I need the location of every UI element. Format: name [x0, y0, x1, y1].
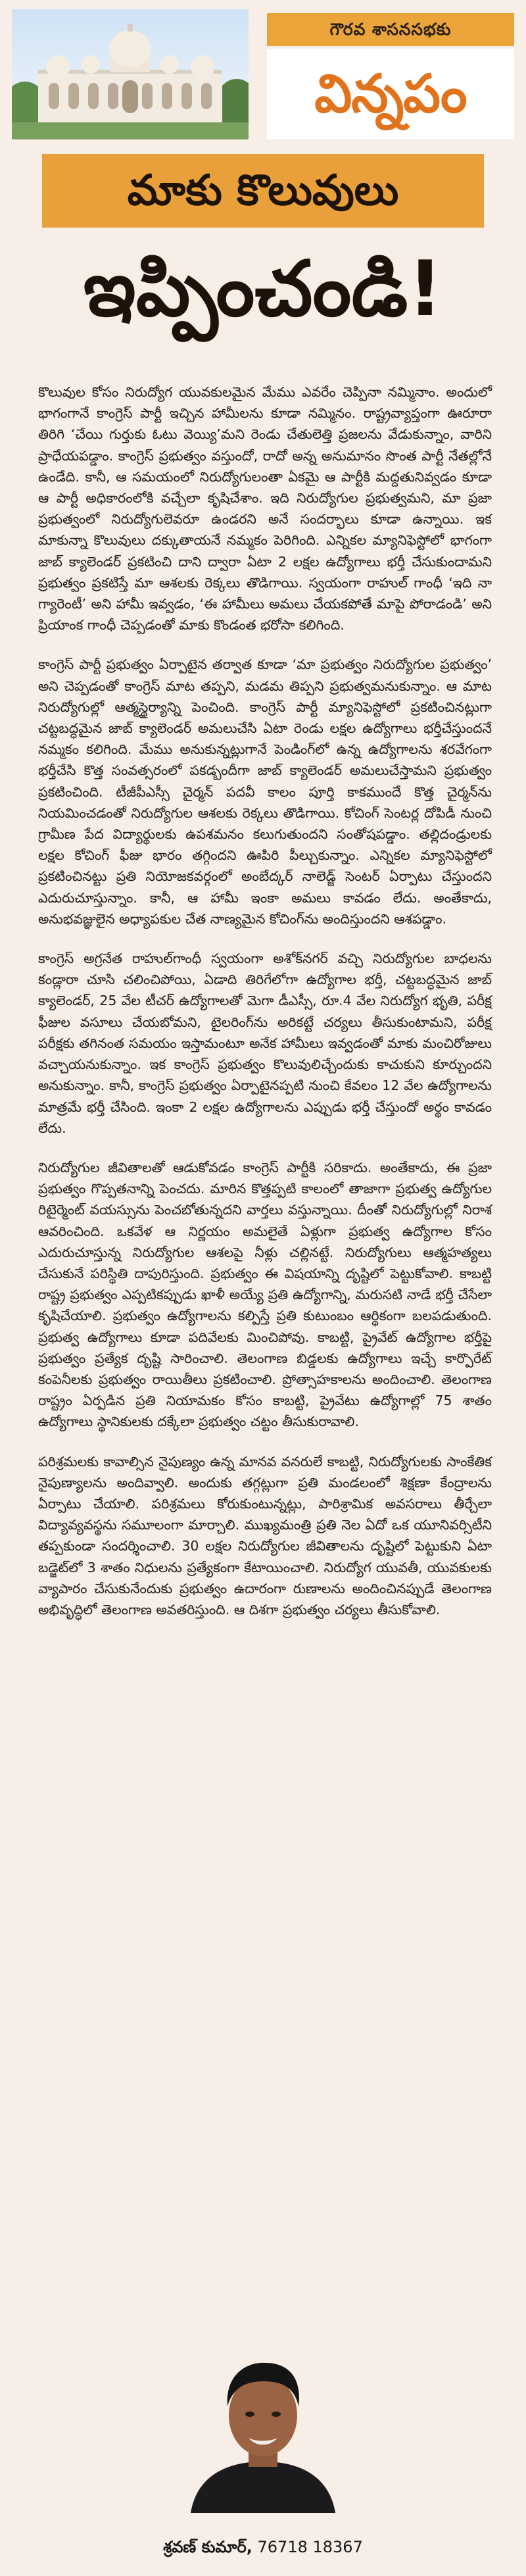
column-brand-title: విన్నపం — [267, 49, 514, 139]
headline-line-1: మాకు కొలువులు — [42, 154, 484, 228]
assembly-building-image — [12, 9, 249, 139]
author-credit — [39, 2534, 487, 2560]
author-phone: 76718 18367 — [257, 2538, 363, 2556]
column-header — [12, 9, 514, 139]
article-paragraph: కొలువుల కోసం నిరుద్యోగ యువకులమైన మేము ఎవరేం చెప్పినా నమ్మినాం. అందులో భాగంగానే కాంగ్రెస్ పార్టీ ఇచ్చిన హామీలను కూడా నమ్మినం. రాష్ట్రవ్యాప్తంగా ఊరూరా తిరిగి ‘చేయి గుర్తుకు ఓటు వెయ్యి’మని రెండు చేతులెత్తి ప్రజలను వేడుకున్నాం, వారిని ప్రాధేయపడ్డాం. కాంగ్రెస్ ప్రభుత్వం వస్తుందో, రాదో అన్న అనుమానం సొంత పార్టీ నేతల్లోనే ఉండేది. కానీ, ఆ సమయంలో నిరుద్యోగులంతా ఏకమై ఆ పార్టీకి మద్దతునివ్వడం కూడా ఆ పార్టీ అధికారంలోకి వచ్చేలా కృషిచేశాం. ఇది నిరుద్యోగుల ప్రభుత్వమని, మా ప్రజా ప్రభుత్వంలో నిరుద్యోగులెవరూ ఉండరని అనే సందర్భాలు కూడా ఉన్నాయి. ఇక మాకున్నా కొలువులు దక్కుతాయనే నమ్మకం పెరిగింది. ఎన్నికల మ్యానిఫెస్టోలో భాగంగా జాబ్ క్యాలెండర్ ప్రకటించి దాని ద్వారా ఏటా 2 లక్షల ఉద్యోగాలు భర్తీ చేసుకుందామని ప్రభుత్వం ప్రకటిస్తే మా ఆశలకు రెక్కలు తొడిగాయి. స్వయంగా రాహుల్ గాంధీ ‘ఇది నా గ్యారెంటీ’ అని హామీ ఇవ్వడం, ‘ఈ హామీలు అమలు చేయకపోతే మాపై పోరాడండి’ అని ప్రియాంక గాంధీ చెప్పడంతో మాకు కొండంత భరోసా కలిగింది. — [38, 384, 492, 633]
article-paragraph: కాంగ్రెస్ పార్టీ ప్రభుత్వం ఏర్పాటైన తర్వాత కూడా ‘మా ప్రభుత్వం నిరుద్యోగుల ప్రభుత్వం’ అని చెప్పడంతో కాంగ్రెస్ మాట తప్పని, మడమ తిప్పని ప్రభుత్వమనుకున్నాం. ఆ మాట నిరుద్యోగుల్లో ఆత్మస్థైర్యాన్ని పెంచింది. కాంగ్రెస్ పార్టీ మ్యానిఫెస్టోలో ప్రకటించినట్లుగా చట్టబద్ధమైన జాబ్ క్యాలెండర్ అమలుచేసి ఏటా రెండు లక్షల ఉద్యోగాలు భర్తీచేస్తుందనే నమ్మకం కలిగింది. మేము అనుకున్నట్లుగానే పెండింగ్‌లో ఉన్న ఉద్యోగాలను శరవేగంగా భర్తీచేసి కొత్త సంవత్సరంలో పకడ్బందీగా జాబ్ క్యాలెండర్ అమలుచేస్తామని ప్రభుత్వం ప్రకటించింది. టీజీపీఎస్సీ చైర్మన్ పదవీ కాలం పూర్తి కాకముందే కొత్త చైర్మన్‌ను నియమించడంతో నిరుద్యోగుల ఆశలకు రెక్కలు తొడిగాయి. కోచింగ్ సెంటర్ల దోపిడీ నుంచి గ్రామీణ పేద విద్యార్థులకు ఉపశమనం కలుగుతుందని సంతోషపడ్డాం. తల్లిదండ్రులకు లక్షల కోచింగ్ ఫీజు భారం తగ్గిందని ఊపిరి పీల్చుకున్నాం. ఎన్నికల మ్యానిఫెస్టోలో ప్రకటించినట్టు ప్రతి నియోజకవర్గంలో అంబేద్కర్ నాలెడ్జ్ సెంటర్ ఏర్పాటు చేస్తుందని ఎదురుచూస్తున్నాం. కానీ, ఆ హామీ ఇంకా అమలు కావడం లేదు. అంతేకాదు, అనుభవజ్ఞులైన అధ్యాపకుల చేత నాణ్యమైన కోచింగ్‌ను అందిస్తుందని ఆశపడ్డాం. — [38, 656, 492, 927]
article-paragraph: నిరుద్యోగుల జీవితాలతో ఆడుకోవడం కాంగ్రెస్ పార్టీకి సరికాదు. అంతేకాదు, ఈ ప్రజా ప్రభుత్వం గొప్పతనాన్ని పెంచదు. మారిన కొత్తప్పటి కాలంలో తాజాగా ప్రభుత్వ ఉద్యోగుల రిటైర్మెంట్ వయస్సును పెంచబోతున్నదని వార్తలు వస్తున్నాయి. దీంతో నిరుద్యోగుల్లో నిరాశ ఆవరించింది. ఒకవేళ ఆ నిర్ణయం అమలైతే ఏళ్లుగా ప్రభుత్వ ఉద్యోగాల కోసం ఎదురుచూస్తున్న నిరుద్యోగుల ఆశలపై నీళ్లు చల్లినట్టే. నిరుద్యోగులు ఆత్మహత్యలు చేసుకునే పరిస్థితి దాపురిస్తుంది. ప్రభుత్వం ఈ విషయాన్ని దృష్టిలో పెట్టుకోవాలి. కాబట్టి రాష్ట్ర ప్రభుత్వం ఎప్పటికప్పుడు ఖాళీ అయ్యే ప్రతి ఉద్యోగాన్ని, మరుసటి నాడే భర్తీ చేసేలా కృషిచేయాలి. ప్రభుత్వం ఉద్యోగాలను కల్పిస్తే ప్రతి కుటుంబం ఆర్థికంగా బలపడుతుంది. ప్రభుత్వ ఉద్యోగాలు కూడా పదివేలకు మించిపోవు. కాబట్టి, ప్రైవేట్ ఉద్యోగాల భర్తీపై ప్రభుత్వం ప్రత్యేక దృష్టి సారించాలి. తెలంగాణ బిడ్డలకు ఉద్యోగాలు ఇచ్చే కార్పొరేట్ కంపెనీలకు ప్రభుత్వం రాయితీలు ప్రకటించాలి. ప్రోత్సాహకాలను అందించాలి. తెలంగాణ రాష్ట్రం ఏర్పడిన ప్రతి నియామకం కోసం కాబట్టి, ప్రైవేటు ఉద్యోగాల్లో 75 శాతం ఉద్యోగాలు స్థానికులకు దక్కేలా ప్రభుత్వం చట్టం తీసుకురావాలి. — [38, 1159, 492, 1430]
article-body — [38, 382, 492, 1639]
article-paragraph: పరిశ్రమలకు కావాల్సిన నైపుణ్యం ఉన్న మానవ వనరులే కాబట్టి, నిరుద్యోగులకు సాంకేతిక నైపుణ్యాలను అందివ్వాలి. అందుకు తగ్గట్లుగా ప్రతి మండలంలో శిక్షణా కేంద్రాలను ఏర్పాటు చేయాలి. పరిశ్రమలు కోరుకుంటున్నట్లు, పారిశ్రామిక అవసరాలు తీర్చేలా విద్యావ్యవస్థను సమూలంగా మార్చాలి. ముఖ్యమంత్రి ప్రతి నెల ఏదో ఒక యూనివర్సిటీని తప్పకుండా సందర్శించాలి. 30 లక్షల నిరుద్యోగుల జీవితాలను దృష్టిలో పెట్టుకుని ఏటా బడ్జెట్‌లో 3 శాతం నిధులను ప్రత్యేకంగా కేటాయించాలి. నిరుద్యోగ యువతీ, యువకులకు వ్యాపారం చేసుకునేందుకు ప్రభుత్వం ఉదారంగా రుణాలను అందించినప్పుడే తెలంగాణ అభివృద్ధిలో తెలంగాణ అవతరిస్తుంది. ఆ దిశగా ప్రభుత్వం చర్యలు తీసుకోవాలి. — [38, 1453, 492, 1618]
author-name: శ్రవణ్ కుమార్, — [163, 2538, 252, 2556]
article-paragraph: కాంగ్రెస్ అగ్రనేత రాహుల్‌గాంధీ స్వయంగా అశోక్‌నగర్ వచ్చి నిరుద్యోగుల బాధలను కండ్లారా చూసి చలించిపోయి, ఏడాది తిరిగేలోగా ఉద్యోగాల భర్తీ, చట్టబద్ధమైన జాబ్ క్యాలెండర్, 25 వేల టీచర్ ఉద్యోగాలతో మెగా డీఎస్సీ, రూ.4 వేల నిరుద్యోగ భృతి, పరీక్ష ఫీజుల వసూలు చేయబోమని, టైలరింగ్‌ను అరికట్టే చర్యలు తీసుకుంటామని, పరీక్ష పరీక్షకు తగినంత సమయం ఇస్తామంటూ అనేక హామీలు ఇవ్వడంతో మాకు మంచిరోజులు వచ్చాయనుకున్నాం. ఇక కాంగ్రెస్ ప్రభుత్వం కొలువులిచ్చేందుకు కాచుకుని కూర్చుందని అనుకున్నాం. కానీ, కాంగ్రెస్ ప్రభుత్వం ఏర్పాటైనప్పటి నుంచి కేవలం 12 వేల ఉద్యోగాలను మాత్రమే భర్తీ చేసింది. ఇంకా 2 లక్షల ఉద్యోగాలను ఎప్పుడు భర్తీ చేస్తుందో అర్థం కావడం లేదు. — [38, 951, 492, 1136]
author-photo — [178, 2342, 348, 2513]
headline-line-2: ఇప్పించండి! — [83, 245, 443, 334]
column-kicker: గౌరవ శాసనసభకు — [267, 13, 514, 46]
